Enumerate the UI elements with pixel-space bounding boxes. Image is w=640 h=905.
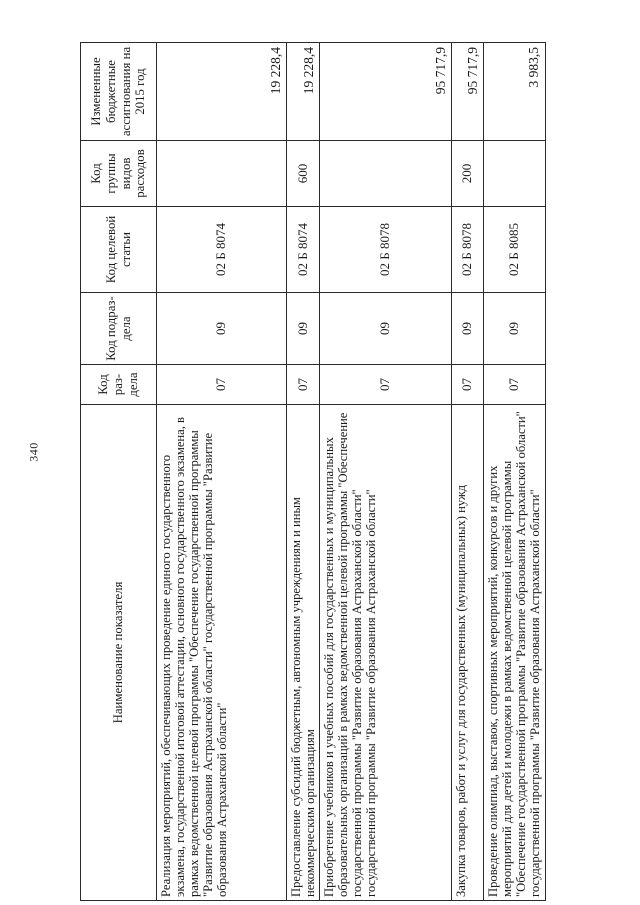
row-statya: 02 Б 8085	[484, 207, 545, 293]
table-row	[452, 43, 484, 901]
row-statya: 02 Б 8078	[452, 207, 484, 293]
header-amount: Измененные бюджетные ассигнования на 2015 год	[81, 43, 157, 141]
header-gruppa: Код группы видов расходов	[81, 141, 157, 207]
row-name: Предоставление субсидий бюджетным, автономным учреждениям и иным некоммерческим организациям	[287, 405, 320, 901]
row-podrazdel: 09	[452, 293, 484, 365]
row-statya: 02 Б 8074	[287, 207, 320, 293]
row-podrazdel: 09	[157, 293, 287, 365]
row-name: Закупка товаров, работ и услуг для государственных (муниципальных) нужд	[452, 405, 484, 901]
row-razdel: 07	[287, 365, 320, 405]
row-razdel: 07	[452, 365, 484, 405]
row-amount: 19 228,4	[287, 43, 320, 141]
row-podrazdel: 09	[320, 293, 452, 365]
header-statya: Код целевой статьи	[81, 207, 157, 293]
row-gruppa	[157, 141, 287, 207]
row-razdel: 07	[320, 365, 452, 405]
row-name: Реализация мероприятий, обеспечивающих проведение единого государственного экзамена, государственной итоговой аттестации, основного государственного экзамена, в рамках ведомственной целевой программы "Обеспечение государственной программы "Развитие образования Астраханской области" государственной программы "Развитие образования Астраханской области"	[157, 405, 287, 901]
budget-table	[80, 42, 546, 901]
page-number: 340	[26, 442, 41, 462]
row-name: Приобретение учебников и учебных пособий для государственных и муниципальных образовательных организаций в рамках ведомственной целевой программы "Обеспечение государственной программы "Развитие образования Астраханской области" государственной программы "Развитие образования Астраханской области"	[320, 405, 452, 901]
row-gruppa: 200	[452, 141, 484, 207]
row-amount: 19 228,4	[157, 43, 287, 141]
header-razdel: Код раз-дела	[81, 365, 157, 405]
row-name: Проведение олимпиад, выставок, спортивных мероприятий, конкурсов и других мероприятий для детей и молодежи в рамках ведомственной целевой программы "Обеспечение государственной программы "Развитие образования Астраханской области" государственной программы "Развитие образования Астраханской области"	[484, 405, 545, 901]
table-row	[157, 43, 287, 901]
table-row	[287, 43, 320, 901]
row-razdel: 07	[157, 365, 287, 405]
table-header-row	[81, 43, 157, 901]
row-gruppa	[320, 141, 452, 207]
table-row	[320, 43, 452, 901]
row-amount: 3 983,5	[484, 43, 545, 141]
row-razdel: 07	[484, 365, 545, 405]
row-podrazdel: 09	[287, 293, 320, 365]
row-amount: 95 717,9	[320, 43, 452, 141]
table-row	[484, 43, 545, 901]
header-name: Наименование показателя	[81, 405, 157, 901]
row-podrazdel: 09	[484, 293, 545, 365]
row-gruppa: 600	[287, 141, 320, 207]
budget-table-container	[80, 43, 543, 901]
row-statya: 02 Б 8074	[157, 207, 287, 293]
row-gruppa	[484, 141, 545, 207]
row-amount: 95 717,9	[452, 43, 484, 141]
header-podrazdel: Код подраз-дела	[81, 293, 157, 365]
row-statya: 02 Б 8078	[320, 207, 452, 293]
